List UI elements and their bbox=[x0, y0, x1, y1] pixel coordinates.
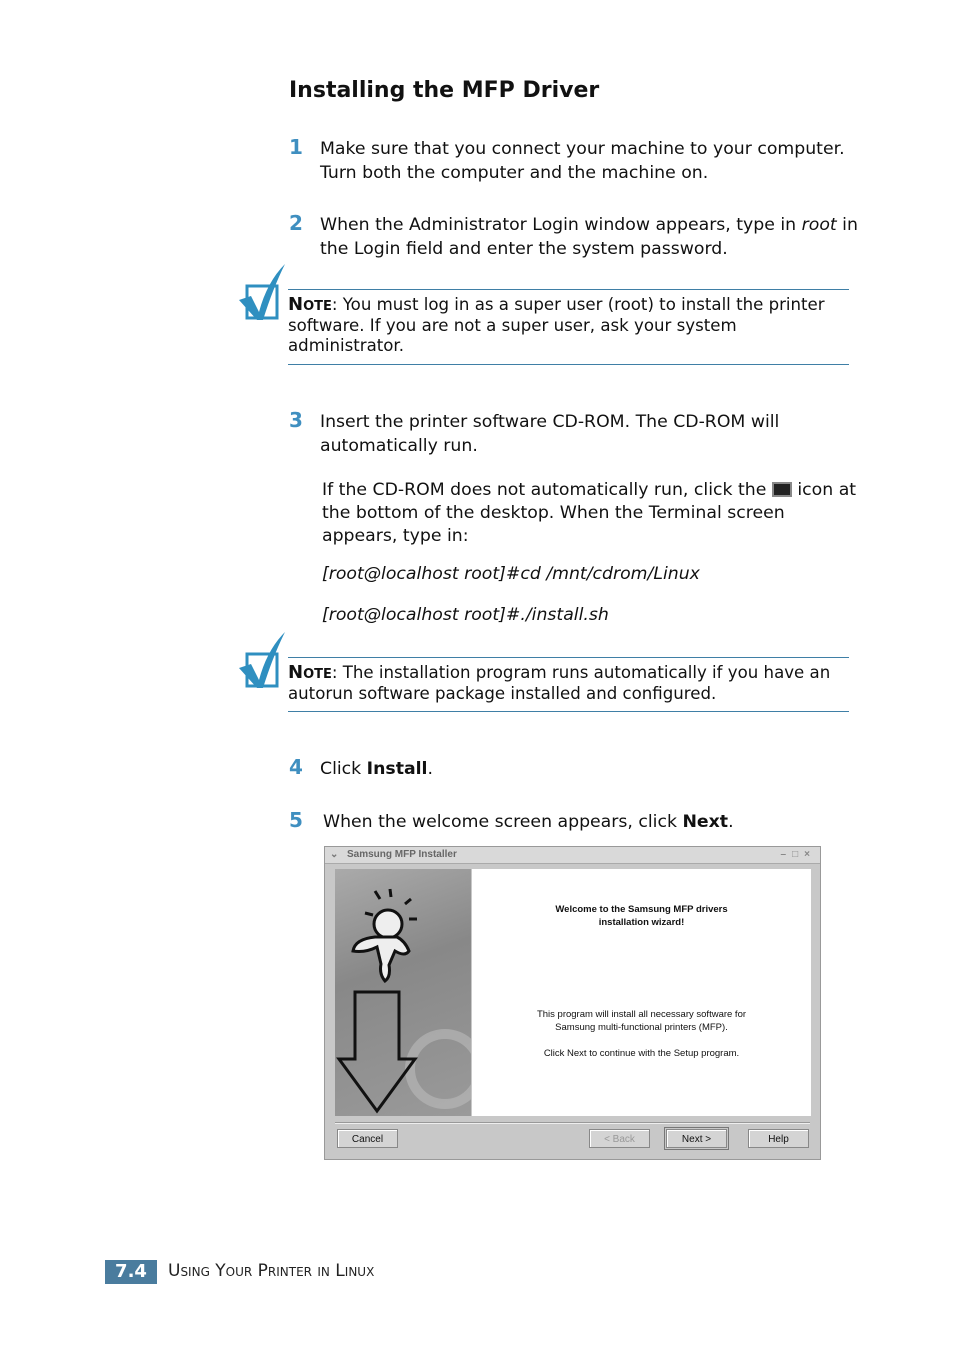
checkmark-icon bbox=[237, 262, 287, 322]
step-text: Insert the printer software CD-ROM. The CD-ROM will automatically run. bbox=[320, 412, 780, 456]
help-button[interactable]: Help bbox=[748, 1129, 809, 1148]
step-text: Make sure that you connect your machine to your computer. Turn both the computer and the machine on. bbox=[320, 139, 845, 183]
note-label: Note bbox=[288, 662, 332, 683]
running-figure-arrow-icon bbox=[335, 869, 471, 1116]
step-2 bbox=[289, 213, 859, 261]
step-number: 3 bbox=[289, 408, 303, 432]
window-controls[interactable]: –□× bbox=[780, 849, 816, 860]
divider bbox=[335, 1122, 810, 1124]
back-button[interactable]: < Back bbox=[589, 1129, 650, 1148]
command-2: [root@localhost root]#./install.sh bbox=[322, 605, 609, 625]
text: When the welcome screen appears, click bbox=[323, 812, 683, 832]
text: When the Administrator Login window appears, type in bbox=[320, 215, 802, 235]
text: If the CD-ROM does not automatically run, click the bbox=[322, 480, 772, 500]
text: . bbox=[728, 812, 734, 832]
command-1: [root@localhost root]#cd /mnt/cdrom/Linux bbox=[322, 564, 700, 584]
wizard-content bbox=[472, 869, 811, 1116]
step-number: 1 bbox=[289, 135, 303, 159]
cancel-button[interactable]: Cancel bbox=[337, 1129, 398, 1148]
page-title: Installing the MFP Driver bbox=[289, 78, 600, 103]
step-number: 4 bbox=[289, 755, 303, 779]
welcome-heading: Welcome to the Samsung MFP drivers installation wizard! bbox=[555, 904, 728, 928]
step-text bbox=[320, 213, 859, 261]
installer-dialog-screenshot bbox=[324, 846, 821, 1160]
section-number: 7.4 bbox=[105, 1260, 157, 1284]
step-1 bbox=[289, 137, 859, 185]
menu-chevron-icon[interactable]: ⌄ bbox=[330, 849, 339, 860]
next-button[interactable]: Next > bbox=[666, 1129, 727, 1148]
note-1 bbox=[288, 289, 849, 365]
note-label: Note bbox=[288, 294, 332, 315]
bold-text: Install bbox=[366, 759, 428, 779]
step-number: 5 bbox=[289, 808, 303, 832]
step-number: 2 bbox=[289, 211, 303, 235]
step-text bbox=[320, 757, 859, 781]
dialog-title: Samsung MFP Installer bbox=[347, 849, 457, 860]
note-text: : You must log in as a super user (root) to install the printer software. If you are not a super user, ask your system administrator. bbox=[288, 295, 825, 355]
step-5 bbox=[289, 810, 859, 834]
chapter-title: Using Your Printer in Linux bbox=[168, 1261, 375, 1281]
description-text: This program will install all necessary software for Samsung multi-functional printers (MFP). bbox=[536, 1009, 747, 1033]
note-text: : The installation program runs automatically if you have an autorun software package installed and configured. bbox=[288, 663, 831, 703]
step-3 bbox=[289, 410, 859, 458]
text: in the Login field and enter the system password. bbox=[320, 215, 858, 259]
step-text bbox=[323, 810, 859, 834]
text: . bbox=[427, 759, 433, 779]
continue-text: Click Next to continue with the Setup program. bbox=[543, 1048, 740, 1059]
dialog-titlebar bbox=[325, 847, 820, 864]
text: Click bbox=[320, 759, 367, 779]
checkmark-icon bbox=[237, 630, 287, 690]
note-2 bbox=[288, 657, 849, 712]
text: icon at the bottom of the desktop. When the Terminal screen appears, type in: bbox=[322, 480, 857, 546]
emphasis: root bbox=[801, 215, 837, 235]
step-3-paragraph bbox=[322, 479, 862, 548]
step-4 bbox=[289, 757, 859, 781]
wizard-side-image bbox=[335, 869, 471, 1116]
bold-text: Next bbox=[682, 812, 729, 832]
terminal-icon bbox=[772, 482, 792, 497]
